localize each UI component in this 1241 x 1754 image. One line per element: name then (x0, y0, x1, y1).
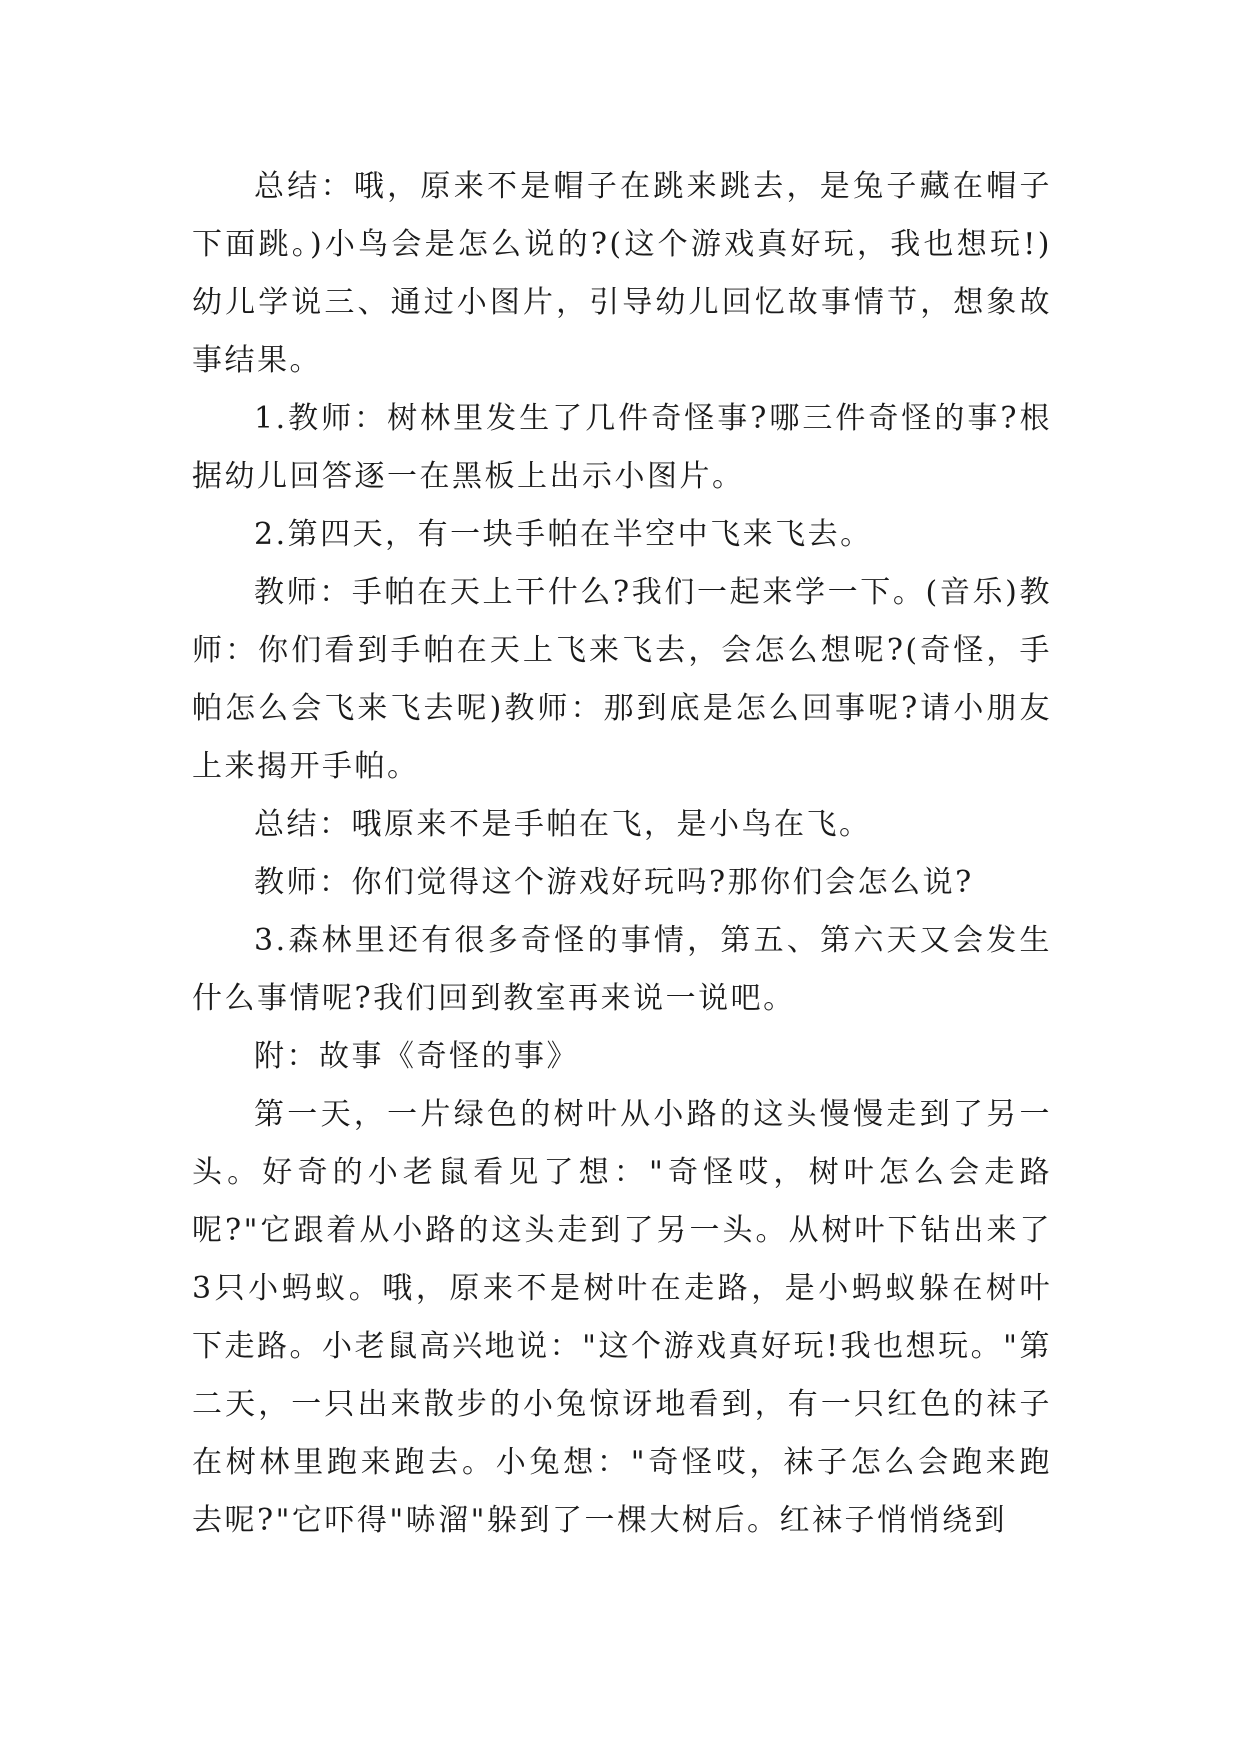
paragraph-step-1: 1.教师：树林里发生了几件奇怪事?哪三件奇怪的事?根据幼儿回答逐一在黑板上出示小图片。 (192, 401, 1052, 494)
paragraph-summary-handkerchief: 总结：哦原来不是手帕在飞，是小鸟在飞。 (254, 807, 872, 842)
paragraph-step-2: 2.第四天，有一块手帕在半空中飞来飞去。 (254, 517, 873, 552)
paragraph-step-3: 3.森林里还有很多奇怪的事情，第五、第六天又会发生什么事情呢?我们回到教室再来说一说吧。 (192, 923, 1052, 1016)
document-body (192, 158, 1052, 1550)
paragraph-appendix-title: 附：故事《奇怪的事》 (254, 1039, 579, 1074)
paragraph-summary-hat: 总结：哦，原来不是帽子在跳来跳去，是兔子藏在帽子下面跳。)小鸟会是怎么说的?(这个游戏真好玩，我也想玩!)幼儿学说三、通过小图片，引导幼儿回忆故事情节，想象故事结果。 (192, 169, 1052, 378)
paragraph-story: 第一天，一片绿色的树叶从小路的这头慢慢走到了另一头。好奇的小老鼠看见了想："奇怪哎，树叶怎么会走路呢?"它跟着从小路的这头走到了另一头。从树叶下钻出来了3只小蚂蚁。哦，原来不是树叶在走路，是小蚂蚁躲在树叶下走路。小老鼠高兴地说："这个游戏真好玩!我也想玩。"第二天，一只出来散步的小兔惊讶地看到，有一只红色的袜子在树林里跑来跑去。小兔想："奇怪哎，袜子怎么会跑来跑去呢?"它吓得"哧溜"躲到了一棵大树后。红袜子悄悄绕到 (192, 1097, 1052, 1538)
paragraph-teacher-question: 教师：你们觉得这个游戏好玩吗?那你们会怎么说? (254, 865, 974, 900)
paragraph-teacher-handkerchief: 教师：手帕在天上干什么?我们一起来学一下。(音乐)教师：你们看到手帕在天上飞来飞去，会怎么想呢?(奇怪，手帕怎么会飞来飞去呢)教师：那到底是怎么回事呢?请小朋友上来揭开手帕。 (192, 575, 1052, 784)
